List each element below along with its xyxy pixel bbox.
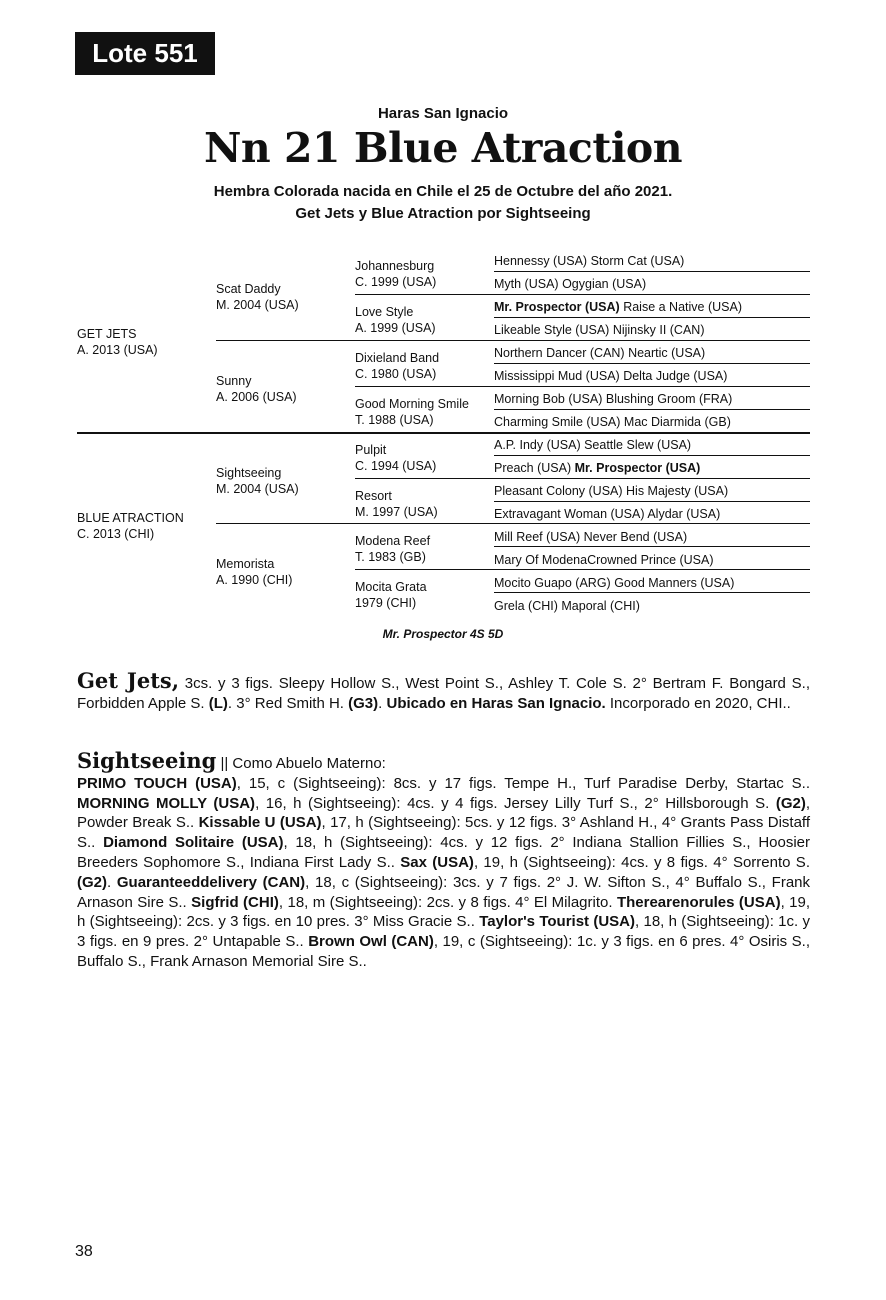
text-run: . 3° Red Smith H. xyxy=(227,694,349,712)
divider xyxy=(494,501,810,502)
bold-text-run: Guaranteeddelivery (CAN) xyxy=(116,873,306,891)
divider xyxy=(494,317,810,318)
text-run: , 18, h (Sightseeing): 1c. y 3 figs. en 9 pres. 2° Untapable S.. xyxy=(77,913,810,951)
g4-dam: Mac Diarmida (GB) xyxy=(623,415,731,429)
horse-parents: Get Jets y Blue Atraction por Sightseeing xyxy=(295,205,591,222)
g2-name: Scat Daddy xyxy=(216,282,281,296)
g2-cell xyxy=(216,556,292,588)
g4-sire: Hennessy (USA) xyxy=(494,254,588,268)
bold-text-run: Sigfrid (CHI) xyxy=(191,893,279,911)
g4-row xyxy=(494,392,732,406)
page-number: 38 xyxy=(75,1243,93,1260)
g3-cell xyxy=(355,488,438,520)
text-run: , 19, h (Sightseeing): 4cs. y 8 figs. 4° Sorrento S. xyxy=(473,853,810,871)
g3-cell xyxy=(355,442,436,474)
get-jets-paragraph xyxy=(77,668,811,714)
text-run: 3cs. y 3 figs. Sleepy Hollow S., West Point S., Ashley T. Cole S. 2° Bertram F. Bongard S., Forbidden Apple S. xyxy=(77,675,811,712)
bold-text-run: Sax (USA) xyxy=(400,853,474,871)
g4-row xyxy=(494,599,640,613)
dam-cell xyxy=(77,510,184,542)
g4-sire: Mr. Prospector (USA) xyxy=(494,300,620,314)
sire-info: A. 2013 (USA) xyxy=(77,343,158,357)
g4-row xyxy=(494,323,704,337)
g2-cell xyxy=(216,281,299,313)
g4-row xyxy=(494,415,731,429)
g4-dam: Ogygian (USA) xyxy=(562,277,647,291)
text-run: Incorporado en 2020, CHI.. xyxy=(605,694,791,712)
divider xyxy=(494,455,810,456)
g4-dam: Mr. Prospector (USA) xyxy=(574,461,701,475)
g2-name: Sunny xyxy=(216,374,252,388)
sightseeing-text xyxy=(77,774,810,972)
g3-info: T. 1988 (USA) xyxy=(355,413,434,427)
inbreeding-note: Mr. Prospector 4S 5D xyxy=(382,627,504,641)
g3-name: Mocita Grata xyxy=(355,580,427,594)
bold-text-run: Kissable U (USA) xyxy=(198,814,322,832)
g2-info: A. 2006 (USA) xyxy=(216,390,297,404)
text-run: , 18, h (Sightseeing): 4cs. y 12 figs. 2° Indiana Stallion Fillies S., Hoosier Breeders Sophomore S., Indiana First Lady S.. xyxy=(77,834,811,871)
g4-dam: Never Bend (USA) xyxy=(583,530,688,544)
text-run: , 18, c (Sightseeing): 3cs. y 7 figs. 2° J. W. Sifton S., 4° Buffalo S., Frank Arnason Sire S.. xyxy=(77,873,811,911)
divider xyxy=(355,386,810,387)
divider xyxy=(355,569,810,570)
g3-info: M. 1997 (USA) xyxy=(355,505,438,519)
g3-name: Pulpit xyxy=(355,443,387,457)
text-run: , 19, c (Sightseeing): 1c. y 3 figs. en 6 pres. 4° Osiris S., Buffalo S., Frank Arnason Memorial Sire S.. xyxy=(77,933,810,970)
g4-sire: Preach (USA) xyxy=(494,461,572,475)
g4-sire: Likeable Style (USA) xyxy=(494,323,610,337)
text-run: , 15, c (Sightseeing): 8cs. y 17 figs. Tempe H., Turf Paradise Derby, Startac S.. xyxy=(236,774,810,792)
g4-sire: Grela (CHI) xyxy=(494,599,558,613)
g4-row xyxy=(494,507,720,521)
g4-sire: Morning Bob (USA) xyxy=(494,392,603,406)
bold-text-run: (G3) xyxy=(348,694,379,712)
g4-row xyxy=(494,277,646,291)
g3-cell xyxy=(355,350,439,382)
horse-description: Hembra Colorada nacida en Chile el 25 de Octubre del año 2021. xyxy=(213,183,673,200)
bold-text-run: Therearenorules (USA) xyxy=(616,893,781,911)
horse-title: Nn 21 Blue Atraction xyxy=(203,124,683,172)
text-run: , 19, h (Sightseeing): 2cs. y 3 figs. en 10 pres. 3° Miss Gracie S.. xyxy=(77,893,810,931)
bold-text-run: (G2) xyxy=(775,794,806,812)
g4-dam: Storm Cat (USA) xyxy=(590,254,685,268)
g4-sire: Extravagant Woman (USA) xyxy=(494,507,645,521)
divider xyxy=(355,478,810,479)
get-jets-heading: Get Jets, xyxy=(77,668,180,693)
divider xyxy=(494,592,810,593)
g4-sire: Myth (USA) xyxy=(494,277,559,291)
g4-sire: Mill Reef (USA) xyxy=(494,530,581,544)
bold-text-run: (L) xyxy=(208,694,228,712)
g3-name: Resort xyxy=(355,489,392,503)
g4-row xyxy=(494,438,691,452)
g4-dam: Seattle Slew (USA) xyxy=(584,438,692,452)
g4-sire: Pleasant Colony (USA) xyxy=(494,484,623,498)
g4-row xyxy=(494,346,705,360)
g4-dam: Blushing Groom (FRA) xyxy=(605,392,733,406)
g4-row xyxy=(494,553,714,567)
g3-info: C. 1980 (USA) xyxy=(355,367,437,381)
g2-info: A. 1990 (CHI) xyxy=(216,573,293,587)
g4-dam: Nijinsky II (CAN) xyxy=(612,323,705,337)
sire-name: GET JETS xyxy=(77,327,137,341)
dam-name: BLUE ATRACTION xyxy=(77,511,184,525)
text-run: , 17, h (Sightseeing): 5cs. y 12 figs. 3° Ashland H., 4° Grants Pass Distaff S.. xyxy=(77,814,810,852)
g4-dam: Alydar (USA) xyxy=(647,507,721,521)
g4-row xyxy=(494,576,734,590)
g3-cell xyxy=(355,304,436,336)
sire-cell xyxy=(77,326,158,358)
dam-info: C. 2013 (CHI) xyxy=(77,527,155,541)
g2-cell xyxy=(216,373,297,405)
g4-row xyxy=(494,300,742,314)
g4-row xyxy=(494,369,727,383)
g3-name: Love Style xyxy=(355,305,414,319)
g3-cell xyxy=(355,396,469,428)
divider xyxy=(494,546,810,547)
g4-dam: Neartic (USA) xyxy=(628,346,706,360)
divider xyxy=(355,294,810,295)
g3-info: A. 1999 (USA) xyxy=(355,321,436,335)
g4-row xyxy=(494,530,687,544)
g3-info: C. 1999 (USA) xyxy=(355,275,437,289)
g4-row xyxy=(494,484,728,498)
g4-dam: Good Manners (USA) xyxy=(614,576,735,590)
g2-info: M. 2004 (USA) xyxy=(216,298,299,312)
g3-cell xyxy=(355,533,430,565)
g2-info: M. 2004 (USA) xyxy=(216,482,299,496)
bold-text-run: Taylor's Tourist (USA) xyxy=(479,913,636,931)
sightseeing-section xyxy=(77,748,811,972)
g3-name: Good Morning Smile xyxy=(355,397,469,411)
sightseeing-header xyxy=(77,748,810,774)
g4-sire: Mary Of Modena xyxy=(494,553,588,567)
g3-cell xyxy=(355,258,436,290)
divider xyxy=(216,523,810,524)
sightseeing-subheading: || Como Abuelo Materno: xyxy=(216,755,386,772)
divider xyxy=(494,271,810,272)
g3-name: Johannesburg xyxy=(355,259,435,273)
text-run: , Powder Break S.. xyxy=(77,794,810,832)
g4-sire: A.P. Indy (USA) xyxy=(494,438,581,452)
get-jets-text xyxy=(77,675,810,712)
g4-dam: His Majesty (USA) xyxy=(626,484,729,498)
g4-sire: Mississippi Mud (USA) xyxy=(494,369,620,383)
g4-dam: Raise a Native (USA) xyxy=(623,300,742,314)
text-run: . xyxy=(107,873,117,891)
sightseeing-heading: Sightseeing xyxy=(77,748,217,773)
g3-info: C. 1994 (USA) xyxy=(355,459,437,473)
farm-name: Haras San Ignacio xyxy=(377,105,509,122)
g3-info: T. 1983 (GB) xyxy=(355,550,426,564)
lot-label: Lote 551 xyxy=(92,38,198,68)
text-run: , 18, m (Sightseeing): 2cs. y 8 figs. 4° El Milagrito. xyxy=(278,893,617,911)
sire-dam-divider xyxy=(77,432,810,434)
bold-text-run: MORNING MOLLY (USA) xyxy=(77,794,256,812)
g3-name: Dixieland Band xyxy=(355,351,440,365)
bold-text-run: Diamond Solitaire (USA) xyxy=(103,834,284,852)
g3-cell xyxy=(355,579,427,611)
g3-info: 1979 (CHI) xyxy=(355,596,417,610)
text-run: . xyxy=(378,694,387,712)
bold-text-run: Brown Owl (CAN) xyxy=(308,933,434,951)
text-run: , 16, h (Sightseeing): 4cs. y 4 figs. Jersey Lilly Turf S., 2° Hillsborough S. xyxy=(255,794,776,812)
g4-dam: Delta Judge (USA) xyxy=(623,369,728,383)
g4-sire: Mocito Guapo (ARG) xyxy=(494,576,611,590)
g4-dam: Maporal (CHI) xyxy=(561,599,640,613)
bold-text-run: Ubicado en Haras San Ignacio. xyxy=(386,694,606,712)
divider xyxy=(494,409,810,410)
g4-dam: Crowned Prince (USA) xyxy=(587,553,714,567)
g2-cell xyxy=(216,465,299,497)
g4-sire: Charming Smile (USA) xyxy=(494,415,621,429)
bold-text-run: PRIMO TOUCH (USA) xyxy=(77,774,237,792)
g4-row xyxy=(494,461,700,475)
divider xyxy=(216,340,810,341)
g4-row xyxy=(494,254,684,268)
bold-text-run: (G2) xyxy=(77,873,107,891)
divider xyxy=(494,363,810,364)
g2-name: Sightseeing xyxy=(216,466,282,480)
g4-sire: Northern Dancer (CAN) xyxy=(494,346,625,360)
g3-name: Modena Reef xyxy=(355,534,431,548)
g2-name: Memorista xyxy=(216,557,275,571)
